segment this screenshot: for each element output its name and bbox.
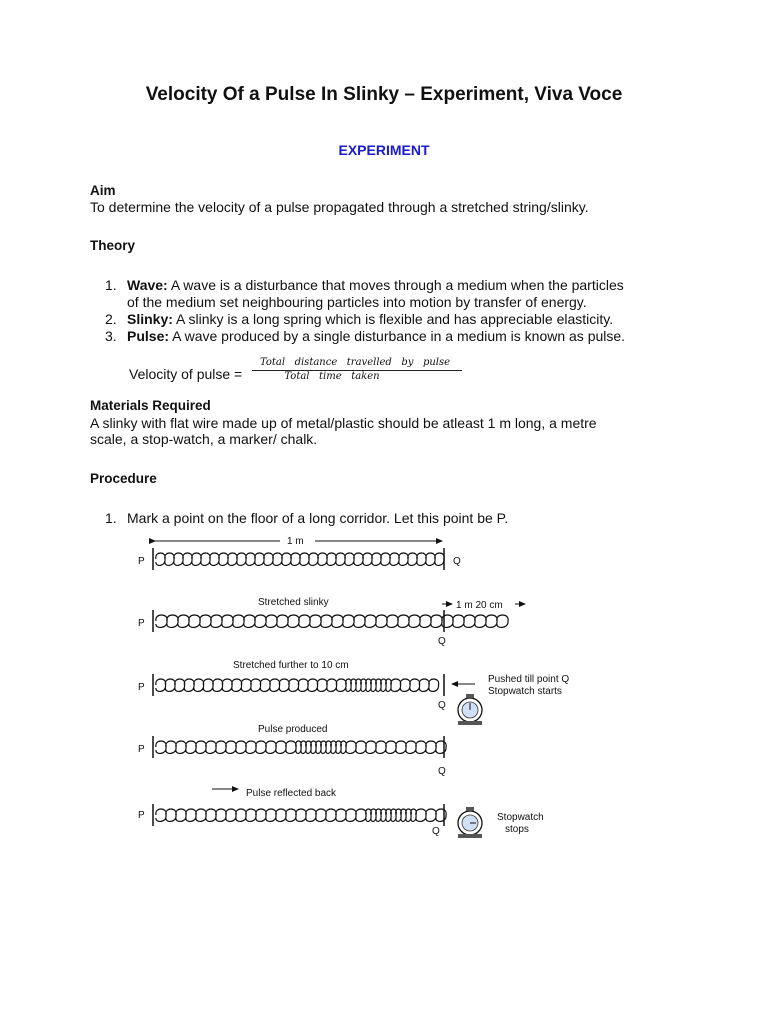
label-stopwatch: Stopwatch — [497, 812, 544, 823]
item-term: Wave: — [127, 277, 168, 293]
label-q: Q — [438, 766, 446, 777]
label-p: P — [138, 682, 145, 693]
aim-text: To determine the velocity of a pulse propagated through a stretched string/slinky. — [90, 199, 589, 215]
theory-item-continuation: of the medium set neighbouring particles into motion by transfer of energy. — [127, 294, 587, 310]
item-text: A slinky is a long spring which is flexible and has appreciable elasticity. — [172, 311, 614, 327]
item-text: A wave produced by a single disturbance in a medium is known as pulse. — [169, 328, 626, 344]
formula-denominator: Total time taken — [284, 371, 380, 382]
label-pulse-reflected: Pulse reflected back — [246, 788, 337, 799]
stopwatch-icon — [458, 694, 482, 725]
label-stops: stops — [505, 824, 529, 835]
label-stretched-further: Stretched further to 10 cm — [233, 660, 349, 671]
label-1m-20cm: 1 m 20 cm — [456, 600, 503, 611]
label-p: P — [138, 810, 145, 821]
section-heading: EXPERIMENT — [338, 142, 430, 158]
item-number: 3. — [105, 328, 117, 344]
slinky-coil — [156, 679, 439, 691]
slinky-coil — [156, 553, 444, 565]
theory-item — [105, 277, 624, 294]
slinky-figure — [130, 528, 600, 853]
step-text: Mark a point on the floor of a long corridor. Let this point be P. — [127, 510, 509, 526]
theory-heading: Theory — [90, 238, 136, 253]
label-q: Q — [432, 826, 440, 837]
step-number: 1. — [105, 510, 117, 526]
label-pulse-produced: Pulse produced — [258, 724, 328, 735]
label-q: Q — [438, 700, 446, 711]
theory-item — [105, 311, 613, 328]
item-term: Slinky: — [127, 311, 173, 327]
label-p: P — [138, 744, 145, 755]
label-q: Q — [438, 636, 446, 647]
procedure-step — [105, 510, 508, 527]
label-p: P — [138, 556, 145, 567]
label-q: Q — [453, 556, 461, 567]
item-number: 1. — [105, 277, 117, 293]
slinky-coil — [156, 741, 446, 753]
formula-label: Velocity of pulse = — [129, 366, 243, 382]
materials-text-line2: scale, a stop-watch, a marker/ chalk. — [90, 431, 318, 447]
label-p: P — [138, 618, 145, 629]
label-pushed: Pushed till point Q — [488, 674, 570, 685]
formula-numerator: Total distance travelled by pulse — [259, 357, 451, 368]
aim-heading: Aim — [90, 183, 116, 198]
item-term: Pulse: — [127, 328, 170, 344]
item-text: A wave is a disturbance that moves through a medium when the particles — [167, 277, 624, 293]
materials-heading: Materials Required — [90, 398, 211, 413]
item-number: 2. — [105, 311, 117, 327]
theory-item — [105, 328, 625, 345]
stopwatch-icon — [458, 807, 482, 838]
materials-text-line1: A slinky with flat wire made up of metal/plastic should be atleast 1 m long, a metre — [90, 415, 597, 431]
label-1m: 1 m — [287, 536, 304, 547]
slinky-coil — [156, 615, 508, 627]
label-stretched-slinky: Stretched slinky — [258, 597, 329, 608]
page-title: Velocity Of a Pulse In Slinky – Experiment, Viva Voce — [145, 84, 623, 105]
slinky-coil — [156, 809, 446, 821]
label-stopwatch-starts: Stopwatch starts — [488, 686, 562, 697]
procedure-heading: Procedure — [90, 471, 157, 486]
